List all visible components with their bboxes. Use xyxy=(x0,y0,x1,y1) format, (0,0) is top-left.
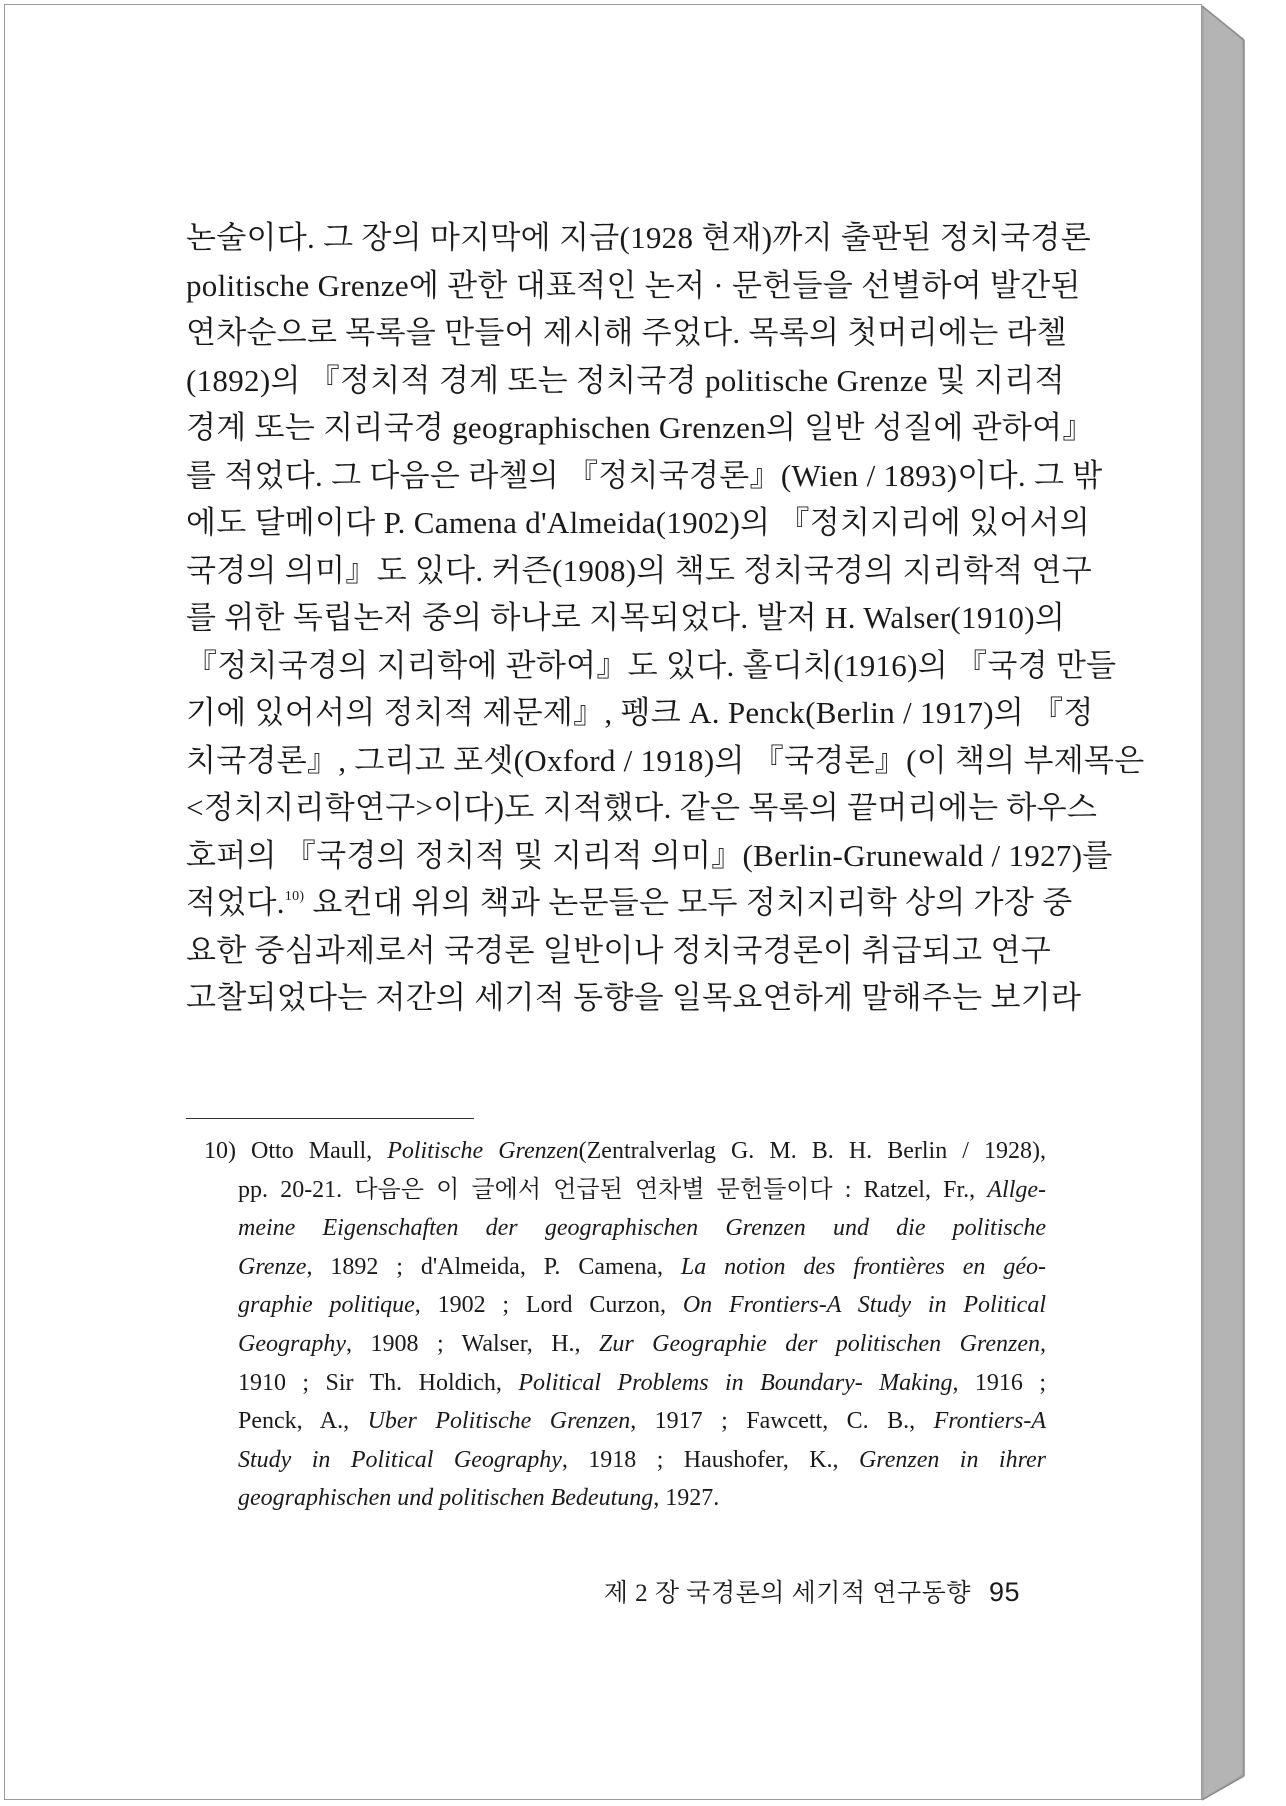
footnote-title-italic: Grenzen in ihrer xyxy=(858,1446,1047,1473)
body-line: 경계 또는 지리국경 geographischen Grenzen의 일반 성질에 관하여』 xyxy=(186,410,1094,445)
footnote-title-italic: Political Problems in Boundary- Making xyxy=(518,1369,953,1396)
footnote-title-italic: Politische Grenzen xyxy=(387,1138,579,1164)
book-edge-highlight xyxy=(1204,8,1242,1798)
footnote-line xyxy=(204,1248,1046,1287)
body-line: politische Grenze에 관한 대표적인 논저 · 문헌들을 선별하여 발간된 xyxy=(186,267,1081,303)
body-line: <정치지리학연구>이다)도 지적했다. 같은 목록의 끝머리에는 하우스 xyxy=(186,790,1098,825)
footnote-span: , 1918 ; Haushofer, K., xyxy=(561,1446,859,1473)
footnote-span: , 1927. xyxy=(653,1485,720,1512)
body-line: 기에 있어서의 정치적 제문제』, 펭크 A. Penck(Berlin / 1917)의 『정 xyxy=(186,695,1094,730)
footnote-span: , 1917 ; Fawcett, C. B., xyxy=(630,1408,934,1435)
footnote-line xyxy=(204,1286,1046,1325)
footnote-span: Penck, A., xyxy=(238,1408,368,1435)
footnote xyxy=(204,1132,1046,1518)
body-line: 에도 달메이다 P. Camena d'Almeida(1902)의 『정치지리에 있어서의 xyxy=(186,505,1091,540)
running-footer xyxy=(604,1573,1020,1609)
body-text xyxy=(186,214,1145,1022)
footnote-title-italic: graphie politique xyxy=(238,1292,415,1319)
footnote-span: , 1892 ; d'Almeida, P. Camena, xyxy=(306,1253,681,1280)
footnote-span: pp. 20-21. 다음은 이 글에서 언급된 연차별 문헌들이다 : Ratzel, Fr., xyxy=(238,1176,988,1203)
body-line: 국경의 의미』도 있다. 커즌(1908)의 책도 정치국경의 지리학적 연구 xyxy=(186,552,1093,588)
body-line: 연차순으로 목록을 만들어 제시해 주었다. 목록의 첫머리에는 라첼 xyxy=(186,315,1068,350)
footnote-title-italic: Grenze xyxy=(238,1253,307,1280)
body-line: (1892)의 『정치적 경계 또는 정치국경 politische Grenze 및 지리적 xyxy=(186,362,1065,398)
footnote-title-italic: Frontiers-A xyxy=(933,1408,1046,1435)
body-line: 요한 중심과제로서 국경론 일반이나 정치국경론이 취급되고 연구 xyxy=(186,932,1051,968)
body-line: 치국경론』, 그리고 포셋(Oxford / 1918)의 『국경론』(이 책의 부제목은 xyxy=(186,742,1145,778)
body-line: 고찰되었다는 저간의 세기적 동향을 일목요연하게 말해주는 보기라 xyxy=(186,980,1082,1015)
footnote-line xyxy=(204,1132,1046,1171)
footnote-line xyxy=(204,1325,1046,1364)
footnote-number: 10) xyxy=(204,1138,236,1164)
footnote-line xyxy=(204,1441,1046,1480)
footnote-title-italic: Allge- xyxy=(987,1176,1046,1203)
footnote-title-italic: Zur Geographie der politischen Grenzen, xyxy=(599,1330,1046,1357)
footnote-separator-rule xyxy=(186,1118,474,1119)
body-line: 논술이다. 그 장의 마지막에 지금(1928 현재)까지 출판된 정치국경론 xyxy=(186,220,1091,255)
footnote-line xyxy=(204,1402,1046,1441)
footnote-span: , 1902 ; Lord Curzon, xyxy=(414,1292,683,1319)
footnote-title-italic: La notion des frontières en géo- xyxy=(680,1253,1046,1280)
page-number: 95 xyxy=(988,1577,1020,1607)
body-text-span: 적었다. xyxy=(186,885,285,920)
footnote-reference: 10) xyxy=(284,889,305,904)
body-text-span: 요컨대 위의 책과 논문들은 모두 정치지리학 상의 가장 중 xyxy=(304,885,1073,920)
footnote-span: (Zentralverlag G. M. B. H. Berlin / 1928), xyxy=(578,1138,1046,1164)
footnote-title-italic: On Frontiers-A Study in Political xyxy=(682,1292,1047,1319)
footnote-span: 1910 ; Sir Th. Holdich, xyxy=(238,1369,519,1396)
body-line: 를 적었다. 그 다음은 라첼의 『정치국경론』(Wien / 1893)이다. 그 밖 xyxy=(186,457,1103,493)
footnote-span: Otto Maull, xyxy=(236,1138,388,1164)
footnote-line xyxy=(204,1479,1046,1518)
chapter-title: 제 2 장 국경론의 세기적 연구동향 xyxy=(603,1580,971,1607)
footnote-line xyxy=(204,1209,1046,1248)
footnote-title-italic: Study in Political Geography xyxy=(238,1446,562,1473)
footnote-span: , 1908 ; Walser, H., xyxy=(345,1330,600,1357)
body-line: 를 위한 독립논저 중의 하나로 지목되었다. 발저 H. Walser(1910)의 xyxy=(186,600,1066,635)
body-line: 『정치국경의 지리학에 관하여』도 있다. 홀디치(1916)의 『국경 만들 xyxy=(186,647,1117,683)
footnote-title-italic: Geography xyxy=(238,1330,346,1357)
footnote-title-italic: Uber Politische Grenzen xyxy=(367,1408,631,1435)
footnote-line xyxy=(204,1171,1046,1210)
footnote-span: , 1916 ; xyxy=(952,1369,1046,1396)
footnote-title-italic: meine Eigenschaften der geographischen Grenzen und die politische xyxy=(238,1215,1046,1242)
footnote-line xyxy=(204,1364,1046,1403)
body-line-with-footnote-ref xyxy=(186,879,1073,927)
footnote-title-italic: geographischen und politischen Bedeutung xyxy=(238,1485,654,1512)
body-line: 호퍼의 『국경의 정치적 및 지리적 의미』(Berlin-Grunewald / 1927)를 xyxy=(186,837,1113,873)
